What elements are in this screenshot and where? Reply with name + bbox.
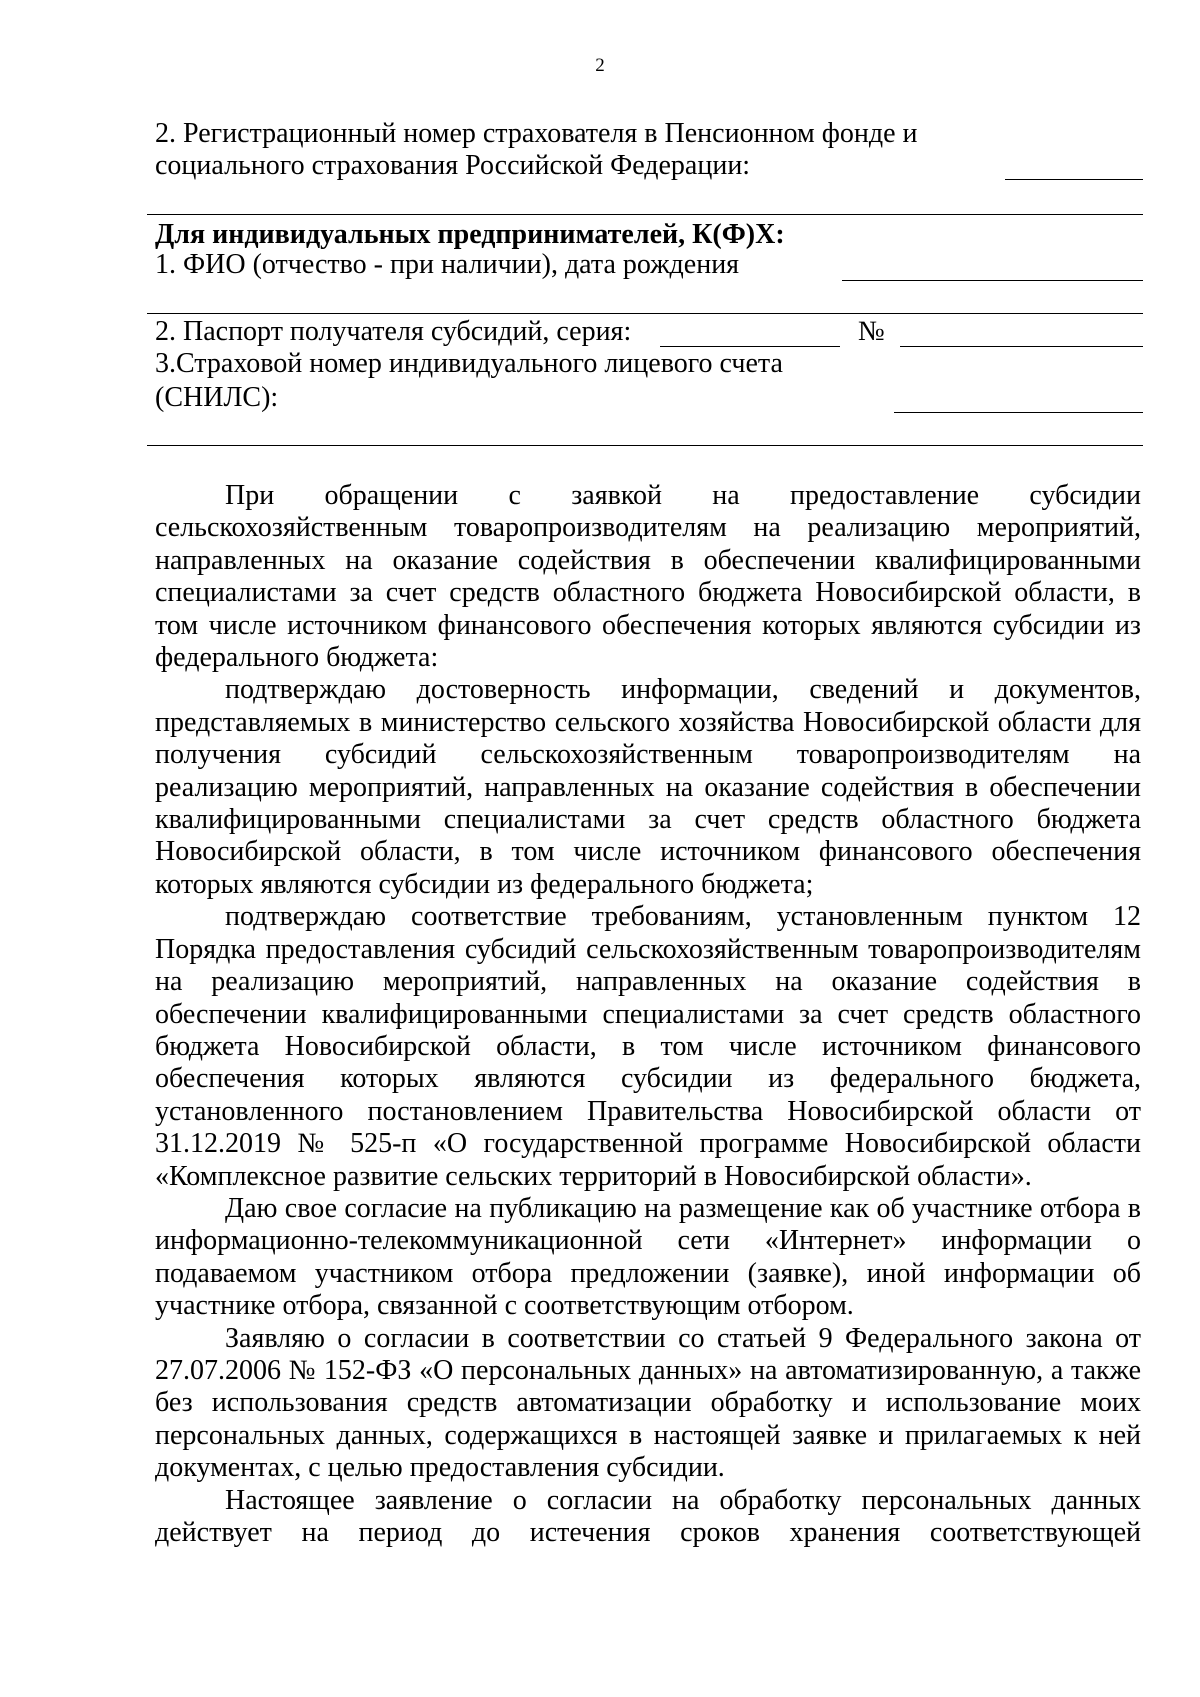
section-divider (147, 445, 1143, 446)
paragraph: подтверждаю достоверность информации, сведений и документов, представляемых в министерство сельского хозяйства Новосибирской области для получения субсидий сельскохозяйственным товаропроизводителям на реализацию мероприятий, направленных на оказание содействия в обеспечении квалифицированными специалистами за счет средств областного бюджета Новосибирской области, в том числе источником финансового обеспечения которых являются субсидии из федерального бюджета; (155, 674, 1141, 900)
passport-series-blank (660, 346, 840, 347)
ip-section-heading: Для индивидуальных предпринимателей, К(Ф)Х: (155, 219, 785, 250)
paragraph: подтверждаю соответствие требованиям, установленным пунктом 12 Порядка предоставления субсидий сельскохозяйственным товаропроизводителям на реализацию мероприятий, направленных на оказание содействия в обеспечении квалифицированными специалистами за счет средств областного бюджета Новосибирской области, в том числе источником финансового обеспечения которых являются субсидии из федерального бюджета, установленного постановлением Правительства Новосибирской области от 31.12.2019 № 525-п «О государственной программе Новосибирской области «Комплексное развитие сельских территорий в Новосибирской области». (155, 901, 1141, 1192)
section-divider (147, 313, 1143, 314)
page-number: 2 (595, 55, 605, 76)
reg-number-blank (1005, 179, 1143, 180)
snils-blank (894, 412, 1143, 413)
passport-number-sign: № (858, 316, 885, 347)
reg-number-label-line1: 2. Регистрационный номер страхователя в Пенсионном фонде и (155, 118, 918, 149)
passport-series-label: 2. Паспорт получателя субсидий, серия: (155, 316, 632, 347)
paragraph: Даю свое согласие на публикацию на размещение как об участнике отбора в информационно-телекоммуникационной сети «Интернет» информации о подаваемом участником отбора предложении (заявке), иной информации об участнике отбора, связанной с соответствующим отбором. (155, 1192, 1141, 1322)
paragraph: Настоящее заявление о согласии на обработку персональных данных действует на период до истечения сроков хранения соответствующей (155, 1484, 1141, 1548)
fio-blank (842, 280, 1143, 281)
snils-label-line2: (СНИЛС): (155, 382, 279, 413)
snils-label-line1: 3.Страховой номер индивидуального лицевого счета (155, 348, 783, 379)
paragraph: При обращении с заявкой на предоставление субсидии сельскохозяйственным товаропроизводителям на реализацию мероприятий, направленных на оказание содействия в обеспечении квалифицированными специалистами за счет средств областного бюджета Новосибирской области, в том числе источником финансового обеспечения которых являются субсидии из федерального бюджета: (155, 480, 1141, 674)
reg-number-label-line2: социального страхования Российской Федерации: (155, 150, 751, 181)
declaration-text (155, 480, 1141, 1549)
paragraph: Заявляю о согласии в соответствии со статьей 9 Федерального закона от 27.07.2006 № 152-ФЗ «О персональных данных» на автоматизированную, а также без использования средств автоматизации обработку и использование моих персональных данных, содержащихся в настоящей заявке и прилагаемых к ней документах, с целью предоставления субсидии. (155, 1322, 1141, 1484)
fio-label: 1. ФИО (отчество - при наличии), дата рождения (155, 249, 740, 280)
section-divider (147, 214, 1143, 215)
passport-number-blank (900, 346, 1143, 347)
